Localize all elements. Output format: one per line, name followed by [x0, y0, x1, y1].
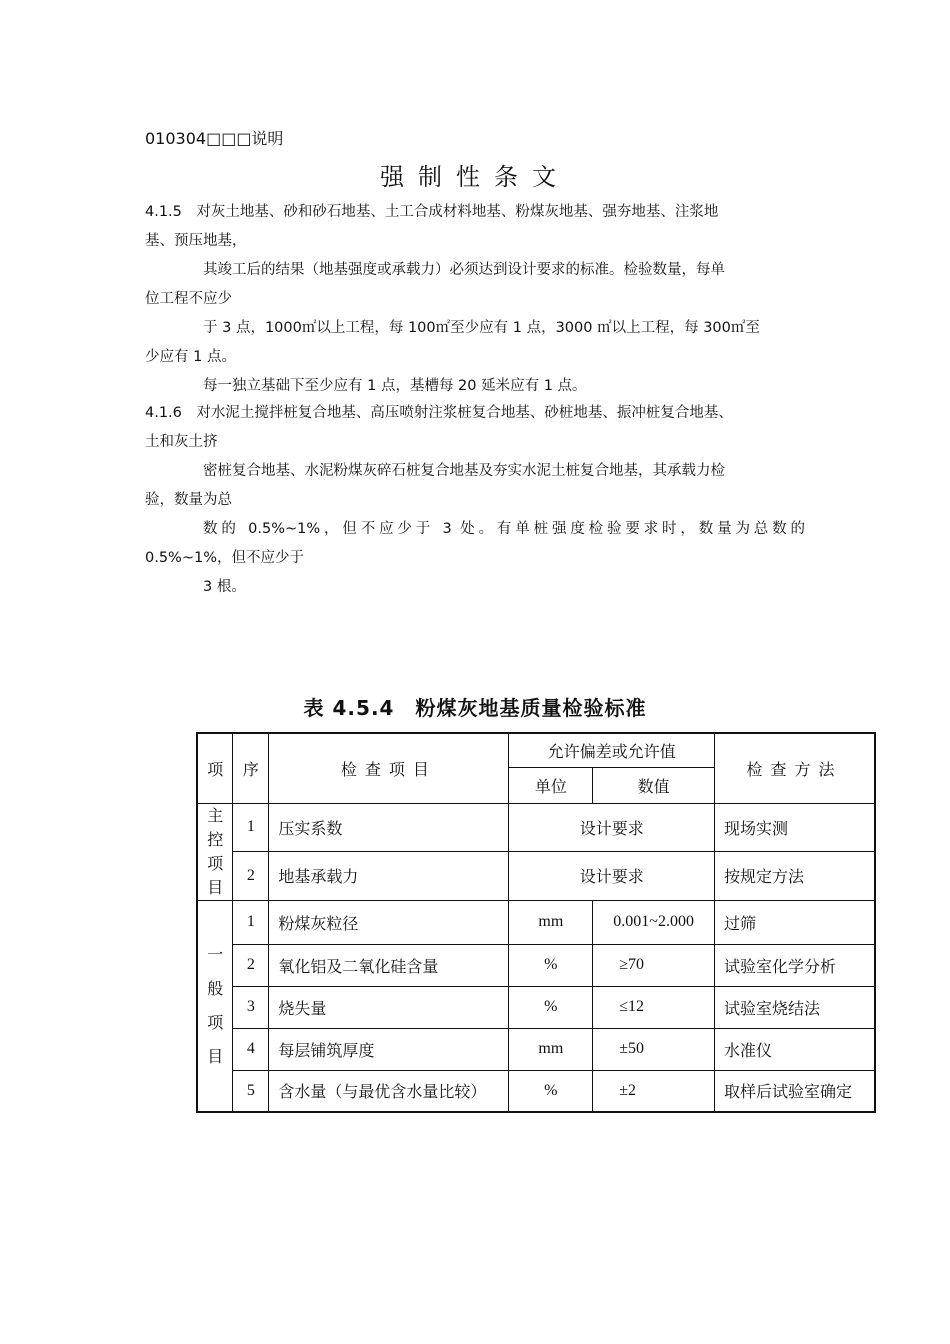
group-label-char: 目 [207, 1046, 224, 1066]
row-no: 2 [233, 852, 269, 901]
row-unit: % [509, 1070, 593, 1112]
row-method: 按规定方法 [715, 852, 875, 901]
header-unit: 单位 [509, 767, 593, 803]
group-label-char: 主 [207, 805, 224, 825]
row-unit: % [509, 986, 593, 1028]
table-row [197, 1070, 875, 1112]
row-no: 5 [233, 1070, 269, 1112]
document-id: 010304□□□说明 [145, 129, 284, 148]
row-method: 现场实测 [715, 803, 875, 852]
table-row [197, 944, 875, 986]
row-no: 1 [233, 900, 269, 944]
group-label-char: 项 [207, 853, 224, 873]
clause-line: 每一独立基础下至少应有 1 点，基槽每 20 延米应有 1 点。 [203, 378, 587, 394]
row-unit: mm [509, 900, 593, 944]
clause-4-1-5 [145, 198, 825, 401]
group-label-general [197, 900, 233, 1112]
clause-4-1-6 [145, 399, 825, 602]
row-value: ≤12 [593, 986, 715, 1028]
table-row [197, 852, 875, 901]
clause-line: 验，数量为总 [145, 492, 232, 508]
row-item: 氧化铝及二氧化硅含量 [269, 944, 509, 986]
group-label-char: 一 [207, 944, 224, 964]
clause-line: 土和灰土挤 [145, 434, 218, 450]
row-requirement: 设计要求 [509, 852, 715, 901]
header-item: 检查项目 [269, 733, 509, 803]
row-method: 过筛 [715, 900, 875, 944]
row-unit: mm [509, 1028, 593, 1070]
row-value: ≥70 [593, 944, 715, 986]
row-item: 每层铺筑厚度 [269, 1028, 509, 1070]
row-method: 试验室化学分析 [715, 944, 875, 986]
quality-standard-table [196, 732, 876, 1113]
table-row [197, 803, 875, 852]
row-item: 含水量（与最优含水量比较） [269, 1070, 509, 1112]
table-row [197, 986, 875, 1028]
clause-line: 其竣工后的结果（地基强度或承载力）必须达到设计要求的标准。检验数量，每单 [203, 262, 725, 278]
table-header-row [197, 733, 875, 767]
header-tolerance: 允许偏差或允许值 [509, 733, 715, 767]
row-method: 水准仪 [715, 1028, 875, 1070]
row-no: 3 [233, 986, 269, 1028]
clause-line: 基、预压地基， [145, 233, 247, 249]
clause-line: 4.1.6 对水泥土搅拌桩复合地基、高压喷射注浆桩复合地基、砂桩地基、振冲桩复合地基、 [145, 405, 733, 421]
row-item: 烧失量 [269, 986, 509, 1028]
row-item: 粉煤灰粒径 [269, 900, 509, 944]
clause-line: 0.5%~1%，但不应少于 [145, 550, 304, 566]
table-row [197, 900, 875, 944]
table-title: 表 4.5.4 粉煤灰地基质量检验标准 [303, 696, 647, 720]
row-item: 地基承载力 [269, 852, 509, 901]
group-label-char: 般 [207, 978, 224, 998]
group-label-char: 控 [207, 829, 224, 849]
header-method: 检查方法 [715, 733, 875, 803]
row-method: 取样后试验室确定 [715, 1070, 875, 1112]
group-label-main [197, 803, 233, 900]
row-value: 0.001~2.000 [593, 900, 715, 944]
header-no: 序 [233, 733, 269, 803]
header-value: 数值 [593, 767, 715, 803]
group-label-char: 项 [207, 1012, 224, 1032]
row-item: 压实系数 [269, 803, 509, 852]
clause-line: 少应有 1 点。 [145, 349, 236, 365]
clause-line: 密桩复合地基、水泥粉煤灰碎石桩复合地基及夯实水泥土桩复合地基，其承载力检 [203, 463, 725, 479]
row-method: 试验室烧结法 [715, 986, 875, 1028]
table-row [197, 1028, 875, 1070]
row-value: ±2 [593, 1070, 715, 1112]
group-label-char: 目 [207, 877, 224, 897]
row-no: 4 [233, 1028, 269, 1070]
clause-line: 4.1.5 对灰土地基、砂和砂石地基、土工合成材料地基、粉煤灰地基、强夯地基、注浆地 [145, 204, 719, 220]
clause-line: 位工程不应少 [145, 291, 232, 307]
row-value: ±50 [593, 1028, 715, 1070]
row-no: 1 [233, 803, 269, 852]
clause-line: 数的 0.5%~1%，但不应少于 3 处。有单桩强度检验要求时，数量为总数的 [203, 521, 805, 537]
clause-line: 于 3 点，1000㎡以上工程，每 100㎡至少应有 1 点，3000 ㎡以上工程，每 300㎡至 [203, 320, 760, 336]
row-no: 2 [233, 944, 269, 986]
page-title: 强制性条文 [380, 163, 570, 191]
clause-line: 3 根。 [203, 579, 246, 595]
header-category: 项 [197, 733, 233, 803]
row-unit: % [509, 944, 593, 986]
row-requirement: 设计要求 [509, 803, 715, 852]
